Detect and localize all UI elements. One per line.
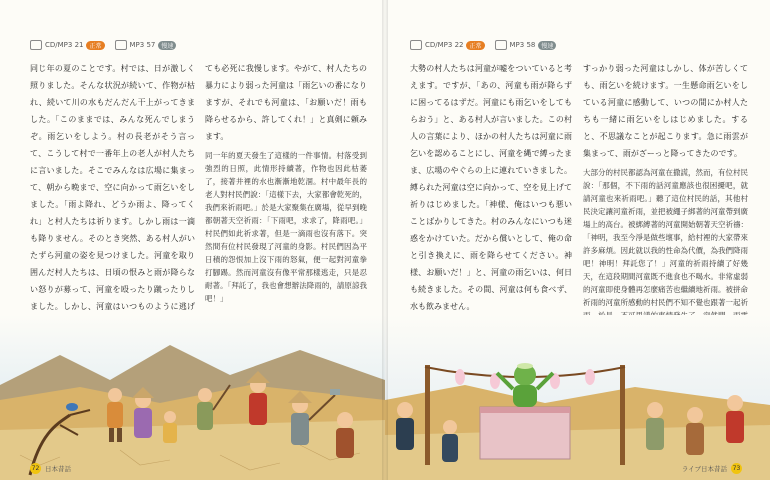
story-text-japanese: すっかり弱った河童はしかし、体が苦しくても、雨乞いを続けます。一生懸命雨乞いをしている河童に感動して、いつの間にか村人たちも一緒に雨乞いをしはじめました。すると、不思議なことが起こります。急に雨雲が集まって、雨がざーっと降ってきたのです。: [583, 64, 748, 158]
illustration-kappa-prayer: [385, 315, 770, 480]
audio-track-tag[interactable]: [30, 40, 105, 50]
story-text-japanese: ても必死に我慢します。やがて、村人たちの暴力により弱った河童は「雨乞いの番になりますが、それでも河童は、「お願いだ！雨も降らせるから、許してくれ！」と真剣に頼みます。: [205, 64, 367, 141]
story-text-japanese: 同じ年の夏のことです。村では、日が激しく照りました。そんな状況が続いて、作物が枯れ、続いて川の水もだんだん干上がってきました。「このままでは、みんな死んでしまうぞ。雨乞いをしよう。村の長老がそう言って、こうして村で一番年上の老人が村人たちに言いました。そこでみんなは広場に集まって、朝から晩まで、空に向かって雨乞いをしました。「雨よ降れ、どうか雨よ、降ってくれ」と村人たちは祈ります。しかし雨は一滴も降りません。そのとき突然、ある村人がいたずら河童の姿を見つけました。河童を取り囲んだ村人たちは、日頃の恨みと雨が降らない怒りが募って、河童を殴ったり蹴ったりしました。しかし、河童はいつものように逃げ: [30, 64, 195, 311]
audio-track-label: MP3 58: [509, 41, 536, 49]
speed-badge: 正常: [466, 41, 484, 50]
speed-badge: 慢速: [158, 41, 176, 50]
book-title: ライブ日本昔話: [681, 465, 727, 473]
story-text-chinese: 同一年的夏天發生了這樣的一件事情。村落受到強烈的日照，此情形持續著，作物也因此枯萎了，接著井裡的水也漸漸地乾涸。村中最年長的老人對村民們說：「這樣下去，大家都會乾死的，我們來祈雨吧。」於是大家聚集在廣場，從早到晚都朝著天空祈雨：「下雨吧，求求了，降雨吧。」村民們如此祈求著，但是一滴雨也沒有落下。突然間有位村民發現了河童的身影。村民們因為平日積的怨恨加上沒下雨的怒氣，便一起對河童拳打腳踢。然而河童沒有像平常那樣逃走，只是忍耐著。「拜託了，我也會想辦法降雨的，請原諒我吧！」: [205, 151, 367, 303]
villager-figure: [442, 420, 458, 462]
page-number: 73: [732, 465, 741, 472]
right-column-2: [583, 60, 748, 325]
audio-track-tag[interactable]: [495, 40, 557, 50]
villager-figure: [686, 407, 704, 455]
story-text-japanese: 大勢の村人たちは河童が嘘をついていると考えます。ですが、「あの、河童も雨が降らずに困ってるはずだ。河童にも雨乞いをしてもらおう」と、ある村人が言いました。この村人の言葉により、ほかの村人たちは河童に雨乞いを認めることにし、河童を縄で縛ったまま、広場のやぐらの上に連れていきました。縛られた河童は空に向かって、空を見上げて祈りはじめました。「神様、俺はいつも悪いことばかりしてきた。村のみんなにいつも迷惑をかけていた。だから償いとして、俺の命と引き換えに、雨を降らせてください。神様、お願いだ！」と、河童の雨乞いは、何日も続きました。その間、河童は何も食べず、水も飲みません。: [410, 64, 572, 311]
right-jp-column-1: [410, 60, 572, 325]
villager-figure: [163, 411, 177, 443]
villager-figure: [646, 402, 664, 450]
story-text-chinese: 大部分的村民都認為河童在撒謊，然而，有位村民說：「那個，不下雨的話河童應該也很困擾吧，就請河童也來祈雨吧。」聽了這位村民的話，其他村民決定讓河童祈雨，並把被繩子綁著的河童帶到廣場上的高台。被綁縛著的河童開始朝著天空祈禱：「神明，我至今淨是做些壞事，給村裡的大家帶來許多麻煩。因此就以我的性命為代價，為我們降雨吧！神明！拜託您了！」河童的祈雨持續了好幾天，在這段期間河童既不進食也不喝水。非常虛弱的河童即使身體再怎麼痛苦也繼續地祈雨。被拼命祈雨的河童所感動的村民們不知不覺也跟著一起祈: [583, 168, 748, 307]
book-gutter: [382, 0, 388, 480]
media-bar-right: [410, 40, 556, 50]
illustration-villagers: [0, 315, 385, 480]
mp3-icon: [115, 40, 127, 50]
audio-track-tag[interactable]: [115, 40, 177, 50]
audio-track-label: CD/MP3 21: [45, 41, 84, 49]
villager-figure: [336, 412, 354, 458]
speed-badge: 慢速: [538, 41, 556, 50]
speed-badge: 正常: [86, 41, 104, 50]
book-title: 日本昔話: [45, 465, 71, 473]
audio-track-tag[interactable]: [410, 40, 485, 50]
left-column-2: [205, 60, 367, 320]
page-number: 72: [31, 465, 40, 472]
audio-track-label: MP3 57: [129, 41, 156, 49]
villager-figure: [726, 395, 744, 443]
mp3-icon: [495, 40, 507, 50]
cd-icon: [30, 40, 42, 50]
right-footer: [682, 463, 742, 474]
cd-icon: [410, 40, 422, 50]
left-footer: [30, 463, 71, 474]
left-jp-column-1: [30, 60, 195, 320]
villager-figure: [396, 402, 414, 450]
audio-track-label: CD/MP3 22: [425, 41, 464, 49]
right-page: [385, 0, 770, 480]
media-bar-left: [30, 40, 176, 50]
